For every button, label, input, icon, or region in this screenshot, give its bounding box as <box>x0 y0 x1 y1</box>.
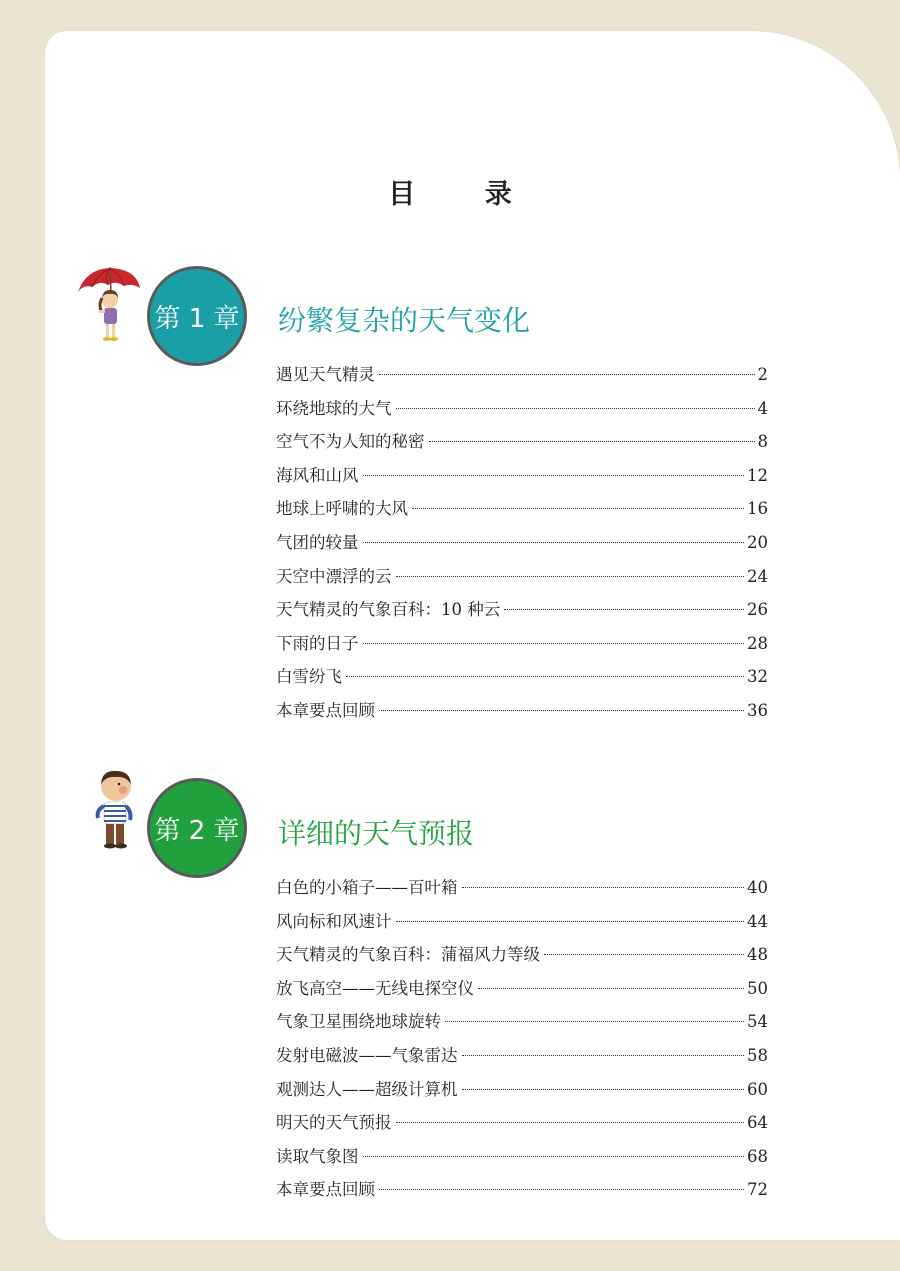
toc-entry[interactable] <box>276 1140 768 1174</box>
toc-title: 目 录 <box>388 179 542 210</box>
entry-page: 12 <box>747 465 768 485</box>
dot-leader <box>379 374 755 375</box>
toc-entry[interactable] <box>276 593 768 627</box>
entry-page: 64 <box>747 1113 768 1133</box>
dot-leader <box>379 1189 744 1190</box>
dot-leader <box>396 921 745 922</box>
entry-label: 环绕地球的大气 <box>276 398 392 418</box>
toc-entry[interactable] <box>276 1106 768 1140</box>
entry-label: 本章要点回顾 <box>276 700 375 720</box>
entry-label: 气象卫星围绕地球旋转 <box>276 1012 441 1032</box>
toc-entry[interactable] <box>276 425 768 459</box>
dot-leader <box>478 988 744 989</box>
toc-entry[interactable] <box>276 938 768 972</box>
entry-page: 2 <box>757 365 768 384</box>
dot-leader <box>504 609 744 610</box>
entry-page: 58 <box>747 1045 768 1065</box>
entry-page: 60 <box>747 1079 768 1099</box>
girl-with-umbrella-icon <box>76 266 142 346</box>
chapter-2-entries <box>276 871 768 1207</box>
toc-entry[interactable] <box>276 972 768 1006</box>
entry-label: 下雨的日子 <box>276 633 359 653</box>
dot-leader <box>544 954 744 955</box>
toc-entry[interactable] <box>276 905 768 939</box>
chapter-2-title: 详细的天气预报 <box>278 817 475 850</box>
dot-leader <box>462 1055 745 1056</box>
toc-entry[interactable] <box>276 1039 768 1073</box>
dot-leader <box>445 1021 744 1022</box>
boy-in-striped-shirt-icon <box>92 768 136 850</box>
entry-label: 发射电磁波——气象雷达 <box>276 1045 458 1065</box>
entry-label: 气团的较量 <box>276 532 359 552</box>
entry-label: 本章要点回顾 <box>276 1180 375 1200</box>
toc-entry[interactable] <box>276 627 768 661</box>
entry-page: 68 <box>747 1146 768 1166</box>
entry-label: 风向标和风速计 <box>276 911 392 931</box>
toc-entry[interactable] <box>276 392 768 426</box>
entry-label: 白雪纷飞 <box>276 667 342 687</box>
dot-leader <box>363 1156 745 1157</box>
entry-page: 72 <box>747 1180 768 1200</box>
entry-label: 明天的天气预报 <box>276 1113 392 1133</box>
chapter-1-entries <box>276 358 768 728</box>
dot-leader <box>412 508 744 509</box>
dot-leader <box>396 1122 745 1123</box>
toc-entry[interactable] <box>276 1005 768 1039</box>
dot-leader <box>363 475 745 476</box>
toc-entry[interactable] <box>276 694 768 728</box>
entry-page: 36 <box>747 700 768 720</box>
entry-page: 24 <box>747 566 768 586</box>
dot-leader <box>396 408 755 409</box>
entry-label: 空气不为人知的秘密 <box>276 432 425 452</box>
dot-leader <box>462 1089 745 1090</box>
entry-label: 放飞高空——无线电探空仪 <box>276 978 474 998</box>
entry-page: 26 <box>747 600 768 620</box>
toc-entry[interactable] <box>276 358 768 392</box>
chapter-1-title: 纷繁复杂的天气变化 <box>278 304 531 337</box>
entry-page: 20 <box>747 532 768 552</box>
entry-label: 读取气象图 <box>276 1146 359 1166</box>
toc-entry[interactable] <box>276 492 768 526</box>
toc-entry[interactable] <box>276 526 768 560</box>
chapter-2-badge: 第 2 章 <box>147 778 247 878</box>
dot-leader <box>429 441 755 442</box>
entry-label: 天空中漂浮的云 <box>276 566 392 586</box>
entry-page: 28 <box>747 633 768 653</box>
dot-leader <box>462 887 745 888</box>
toc-entry[interactable] <box>276 1173 768 1207</box>
toc-entry[interactable] <box>276 459 768 493</box>
entry-page: 4 <box>757 398 768 418</box>
entry-label: 遇见天气精灵 <box>276 365 375 384</box>
entry-page: 48 <box>747 945 768 965</box>
entry-page: 16 <box>747 499 768 519</box>
entry-label: 白色的小箱子——百叶箱 <box>276 878 458 897</box>
dot-leader <box>363 643 745 644</box>
entry-label: 海风和山风 <box>276 465 359 485</box>
toc-entry[interactable] <box>276 560 768 594</box>
entry-label: 地球上呼啸的大风 <box>276 499 408 519</box>
entry-page: 54 <box>747 1012 768 1032</box>
entry-label: 观测达人——超级计算机 <box>276 1079 458 1099</box>
dot-leader <box>379 710 744 711</box>
chapter-1-badge: 第 1 章 <box>147 266 247 366</box>
entry-label: 天气精灵的气象百科：蒲福风力等级 <box>276 945 540 965</box>
entry-page: 40 <box>747 878 768 897</box>
toc-entry[interactable] <box>276 1073 768 1107</box>
entry-page: 8 <box>757 432 768 452</box>
entry-page: 50 <box>747 978 768 998</box>
toc-entry[interactable] <box>276 871 768 905</box>
dot-leader <box>363 542 745 543</box>
entry-page: 32 <box>747 667 768 687</box>
entry-page: 44 <box>747 911 768 931</box>
dot-leader <box>346 676 744 677</box>
dot-leader <box>396 576 745 577</box>
entry-label: 天气精灵的气象百科：10 种云 <box>276 600 501 620</box>
toc-entry[interactable] <box>276 660 768 694</box>
